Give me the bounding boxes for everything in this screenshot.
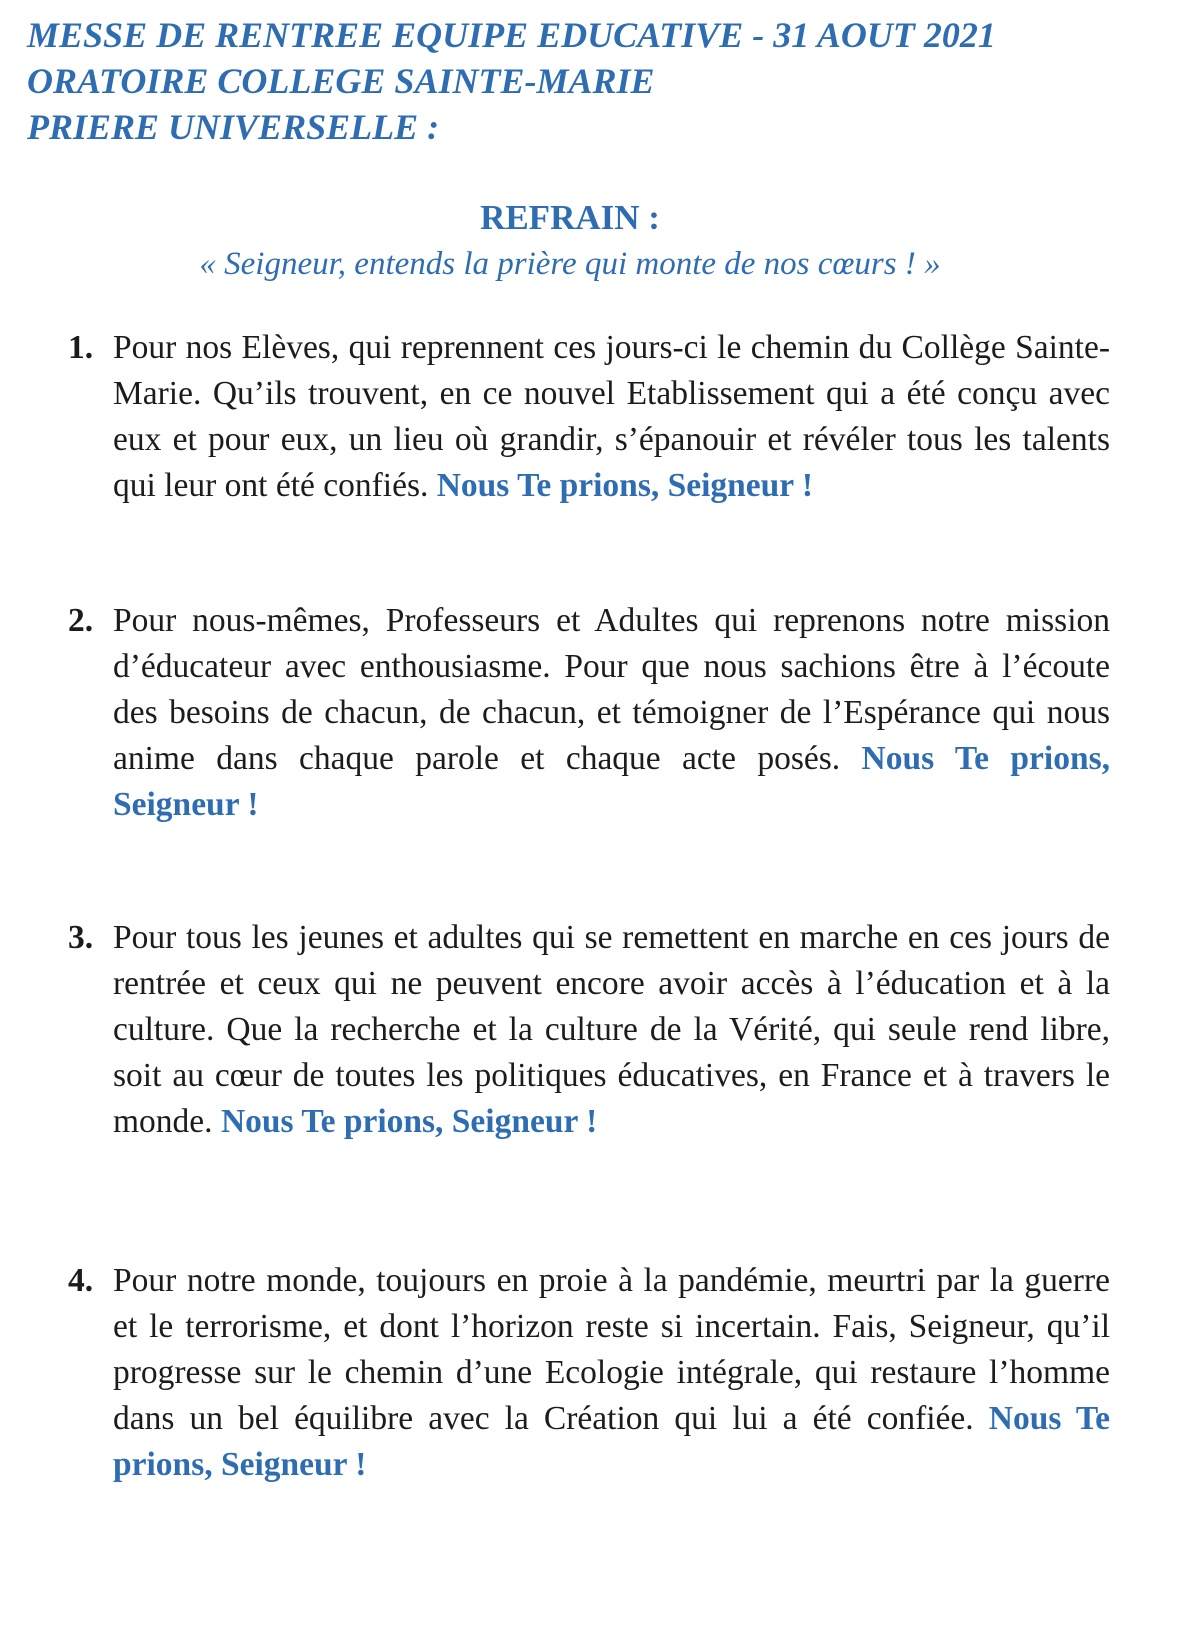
- prayer-item: [68, 915, 1110, 1145]
- prayer-item: [68, 325, 1110, 509]
- prayer-response: Nous Te prions, Seigneur !: [113, 740, 1110, 823]
- prayer-body: [113, 1258, 1110, 1488]
- prayer-number: 3.: [68, 919, 94, 956]
- document-header: [27, 12, 1177, 150]
- prayer-response: Nous Te prions, Seigneur !: [436, 467, 814, 504]
- prayer-number: 2.: [68, 602, 94, 639]
- prayer-body: [113, 325, 1110, 509]
- prayer-text: Pour tous les jeunes et adultes qui se remettent en marche en ces jours de rentrée et ceux qui ne peuvent encore avoir accès à l’éducation et à la culture. Que la recherche et la culture de la Vérité, qui seule rend libre, soit au cœur de toutes les politiques éducatives, en France et à travers le monde.: [113, 919, 1110, 1140]
- header-location-line: ORATOIRE COLLEGE SAINTE-MARIE: [27, 61, 655, 101]
- prayer-item: [68, 598, 1110, 828]
- prayer-text: Pour nous-mêmes, Professeurs et Adultes qui reprenons notre mission d’éducateur avec enthousiasme. Pour que nous sachions être à l’écoute des besoins de chacun, de chacun, et témoigner de l’Espérance qui nous anime dans chaque parole et chaque acte posés.: [113, 602, 1110, 777]
- prayer-response: Nous Te prions, Seigneur !: [220, 1103, 598, 1140]
- prayer-body: [113, 915, 1110, 1145]
- header-title-line: MESSE DE RENTREE EQUIPE EDUCATIVE - 31 AOUT 2021: [27, 15, 996, 55]
- prayer-text: Pour notre monde, toujours en proie à la pandémie, meurtri par la guerre et le terrorisme, et dont l’horizon reste si incertain. Fais, Seigneur, qu’il progresse sur le chemin d’une Ecologie intégrale, qui restaure l’homme dans un bel équilibre avec la Création qui lui a été confiée.: [113, 1262, 1110, 1437]
- refrain-text: « Seigneur, entends la prière qui monte de nos cœurs ! »: [199, 246, 941, 282]
- prayer-text: Pour nos Elèves, qui reprennent ces jours-ci le chemin du Collège Sainte-Marie. Qu’ils trouvent, en ce nouvel Etablissement qui a été conçu avec eux et pour eux, un lieu où grandir, s’épanouir et révéler tous les talents qui leur ont été confiés.: [113, 329, 1110, 504]
- prayer-body: [113, 598, 1110, 828]
- prayer-item: [68, 1258, 1110, 1488]
- prayer-number: 4.: [68, 1262, 94, 1299]
- refrain-title: REFRAIN :: [480, 198, 660, 237]
- prayer-number: 1.: [68, 329, 94, 366]
- refrain-block: [0, 195, 1140, 287]
- prayer-response: Nous Te prions, Seigneur !: [113, 1400, 1110, 1483]
- header-subtitle-line: PRIERE UNIVERSELLE :: [27, 107, 440, 147]
